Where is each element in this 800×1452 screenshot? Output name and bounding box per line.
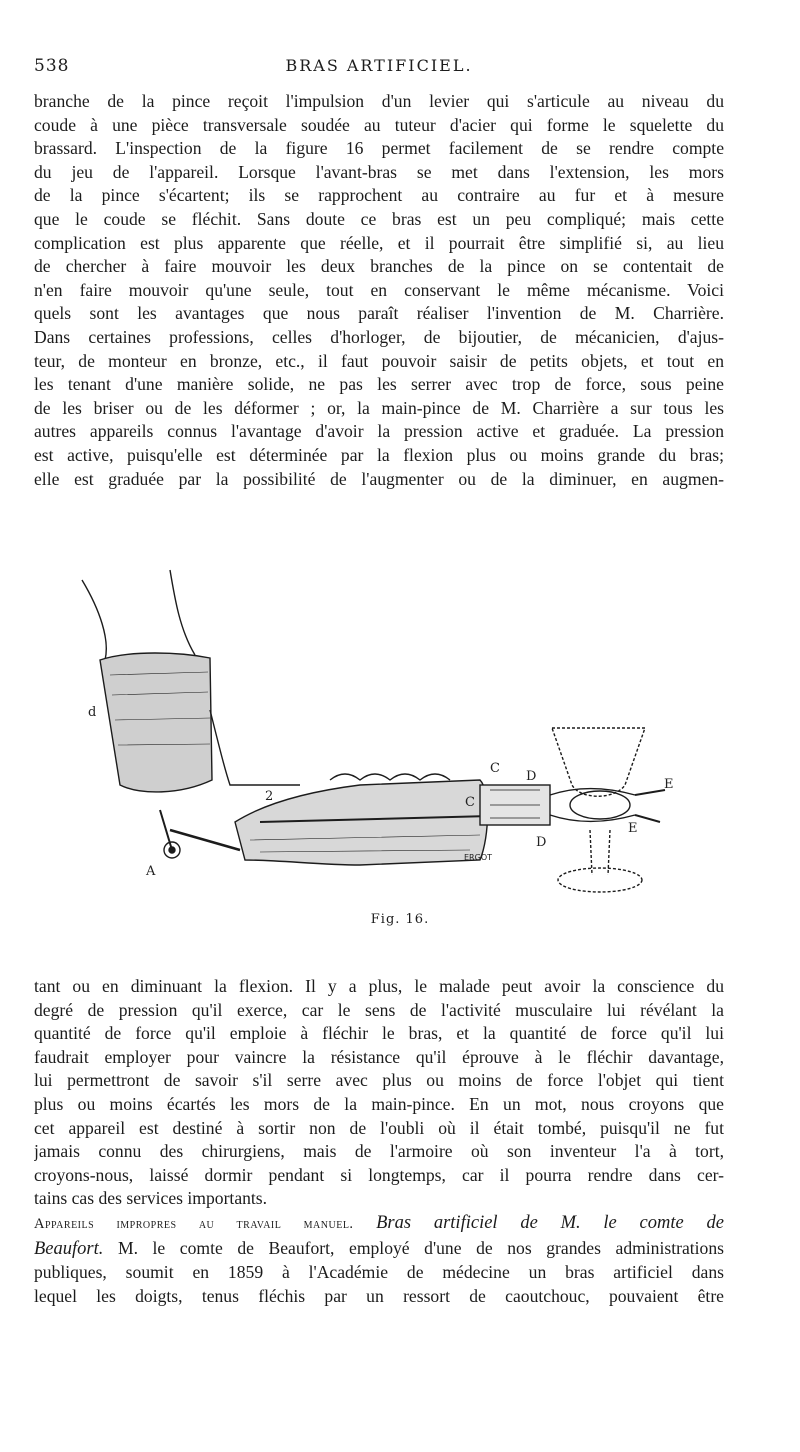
text-line: tains cas des services importants. xyxy=(34,1188,268,1209)
upper-arm-outline xyxy=(82,580,106,660)
elbow-outline xyxy=(210,710,300,785)
drinking-glass-foot xyxy=(558,868,642,892)
label-d-upper: d xyxy=(88,705,97,720)
section-heading-title: Bras artificiel de M. le comte de xyxy=(376,1212,724,1233)
figure-artificial-arm xyxy=(60,560,720,910)
text-line: de la pince s'écartent; ils se rapprochent au contraire au fur et à mesure xyxy=(34,185,724,206)
text-line: degré de pression qu'il exerce, car le sens de l'activité musculaire lui révélant la xyxy=(34,999,724,1020)
label-d-lower: D xyxy=(536,835,547,850)
title-continuation: Beaufort. xyxy=(34,1238,104,1259)
label-e-upper: E xyxy=(664,777,674,792)
text-line: publiques, soumit en 1859 à l'Académie de médecine un bras artificiel dans xyxy=(34,1262,724,1283)
text-line: jamais connu des chirurgiens, mais de l'armoire où son inventeur l'a à tort, xyxy=(34,1141,724,1162)
pincer-tips xyxy=(635,790,665,822)
figure-caption: Fig. 16. xyxy=(370,912,430,927)
text-line: est active, puisqu'elle est déterminée par la flexion plus ou moins grande du bras; xyxy=(34,444,724,465)
text-line: coude à une pièce transversale soudée au tuteur d'acier qui forme le squelette du xyxy=(34,114,724,135)
text-line: de les briser ou de les déformer ; or, la main-pince de M. Charrière a sur tous les xyxy=(34,397,724,418)
text-line: n'en faire mouvoir qu'une seule, tout en conservant le même mécanisme. Voici xyxy=(34,279,724,300)
text-line: branche de la pince reçoit l'impulsion d'un levier qui s'articule au niveau du xyxy=(34,91,724,111)
text-line: faudrait employer pour vaincre la résistance qu'il éprouve à le fléchir davantage, xyxy=(34,1046,724,1067)
text-line: Dans certaines professions, celles d'horloger, de bijoutier, de mécanicien, d'ajus- xyxy=(34,326,724,347)
paragraph-bottom xyxy=(34,975,724,1308)
section-heading: Appareils impropres au travail manuel. xyxy=(34,1215,354,1232)
text-line: plus ou moins écartés les mors de la main-pince. En un mot, nous croyons que xyxy=(34,1093,724,1114)
label-two: 2 xyxy=(265,789,274,804)
text-line: autres appareils connus l'avantage d'avoir la pression active et graduée. La pression xyxy=(34,421,724,442)
text-line: complication est plus apparente que réelle, et il pourrait être simplifié si, au lieu xyxy=(34,232,724,253)
label-d-right: D xyxy=(526,769,537,784)
upper-arm-outline xyxy=(170,570,195,655)
section-heading-line xyxy=(34,1211,724,1237)
drinking-glass-bowl xyxy=(552,728,645,796)
page-number: 538 xyxy=(34,56,70,76)
text-line: brassard. L'inspection de la figure 16 permet facilement de se rendre compte xyxy=(34,138,724,159)
text-line: teur, de monteur en bronze, etc., il faut pouvoir saisir de petits objets, et tout en xyxy=(34,350,724,371)
label-c-small: C xyxy=(465,795,475,810)
text-line: croyons-nous, laissé dormir pendant si longtemps, car il pourra rendre dans cer- xyxy=(34,1164,724,1185)
steel-rod xyxy=(170,830,240,850)
text-line: lequel les doigts, tenus fléchis par un ressort de caoutchouc, pouvaient être xyxy=(34,1285,724,1306)
text-line: lui permettront de savoir s'il serre avec plus ou moins de force l'objet qui tient xyxy=(34,1070,724,1091)
label-ergot: ERGOT xyxy=(464,853,492,862)
paragraph-top xyxy=(34,90,724,491)
arm-illustration xyxy=(60,560,720,910)
text-line: du jeu de l'appareil. Lorsque l'avant-bras se met dans l'extension, les mors xyxy=(34,161,724,182)
text-line xyxy=(34,1237,724,1262)
label-a: A xyxy=(146,864,156,879)
text-line: que le coude se fléchit. Sans doute ce bras est un peu compliqué; mais cette xyxy=(34,208,724,229)
running-title: BRAS ARTIFICIEL. xyxy=(285,56,473,75)
lacing xyxy=(330,774,450,780)
text-line: de chercher à faire mouvoir les deux branches de la pince on se contentait de xyxy=(34,256,724,277)
label-c-upper: C xyxy=(490,761,500,776)
text-line: quels sont les avantages que nous paraît réaliser l'invention de M. Charrière. xyxy=(34,303,724,324)
text-line: tant ou en diminuant la flexion. Il y a plus, le malade peut avoir la conscience du xyxy=(34,976,724,996)
text-line: les tenant d'une manière solide, ne pas les serrer avec trop de force, sous peine xyxy=(34,374,724,395)
text-line: cet appareil est destiné à sortir non de l'oubli où il était tombé, puisqu'il ne fut xyxy=(34,1117,724,1138)
text-line: elle est graduée par la possibilité de l'augmenter ou de la diminuer, en augmen- xyxy=(34,468,724,489)
text-line: quantité de force qu'il emploie à fléchir le bras, et la quantité de force qu'il lui xyxy=(34,1023,724,1044)
pincer-ring xyxy=(570,791,630,819)
label-e-lower: E xyxy=(628,821,638,836)
text-fragment: M. le comte de Beaufort, employé d'une de nos grandes administrations xyxy=(117,1237,724,1258)
page-header xyxy=(34,56,724,82)
